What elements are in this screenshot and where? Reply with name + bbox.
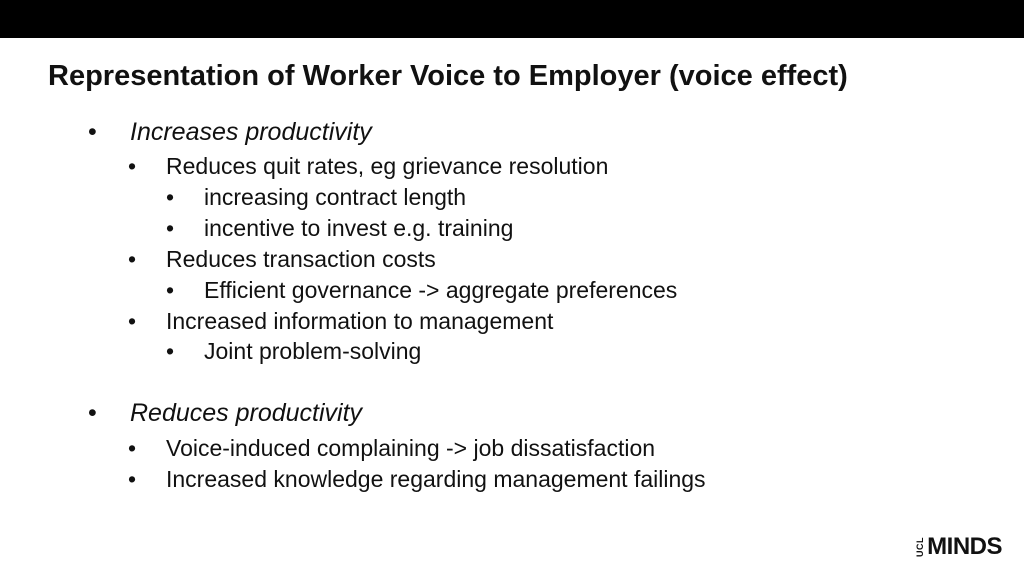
- bullet-marker: •: [88, 399, 97, 427]
- bullet-marker: •: [128, 466, 137, 492]
- bullet-item-efficient-governance: [166, 277, 677, 304]
- bullet-text: Efficient governance -> aggregate preferences: [204, 277, 678, 303]
- bullet-text: Reduces transaction costs: [166, 246, 436, 272]
- bullet-item-reduces-productivity: [88, 399, 362, 428]
- bullet-marker: •: [128, 246, 137, 272]
- bullet-text: Increased knowledge regarding management failings: [166, 466, 706, 492]
- bullet-item-increased-knowledge: [128, 466, 706, 493]
- bullet-marker: •: [128, 308, 137, 334]
- bullet-item-joint-problem-solving: [166, 338, 421, 365]
- bullet-marker: •: [166, 215, 175, 241]
- bullet-item-increasing-contract-length: [166, 184, 466, 211]
- bullet-text: incentive to invest e.g. training: [204, 215, 514, 241]
- bullet-marker: •: [166, 184, 175, 210]
- bullet-text: Reduces quit rates, eg grievance resolution: [166, 153, 609, 179]
- bullet-marker: •: [88, 118, 97, 146]
- bullet-marker: •: [166, 338, 175, 364]
- logo-name: MINDS: [927, 533, 1002, 560]
- bullet-item-voice-induced-complaining: [128, 435, 655, 462]
- bullet-text: Joint problem-solving: [204, 338, 422, 364]
- bullet-text: Voice-induced complaining -> job dissatisfaction: [166, 435, 656, 461]
- logo-prefix: UCL: [915, 537, 926, 557]
- bullet-text: increasing contract length: [204, 184, 467, 210]
- bullet-text: Increased information to management: [166, 308, 554, 334]
- bullet-marker: •: [128, 435, 137, 461]
- ucl-minds-logo: [915, 534, 1002, 560]
- bullet-text: Increases productivity: [130, 118, 372, 146]
- bullet-item-reduces-quit-rates: [128, 153, 608, 180]
- bullet-item-incentive-to-invest: [166, 215, 513, 242]
- bullet-item-reduces-transaction-costs: [128, 246, 436, 273]
- bullet-item-increases-productivity: [88, 118, 372, 147]
- bullet-marker: •: [166, 277, 175, 303]
- top-bar: [0, 0, 1024, 38]
- slide-title: Representation of Worker Voice to Employer (voice effect): [48, 60, 848, 92]
- bullet-marker: •: [128, 153, 137, 179]
- bullet-text: Reduces productivity: [130, 399, 363, 427]
- bullet-item-increased-information: [128, 308, 553, 335]
